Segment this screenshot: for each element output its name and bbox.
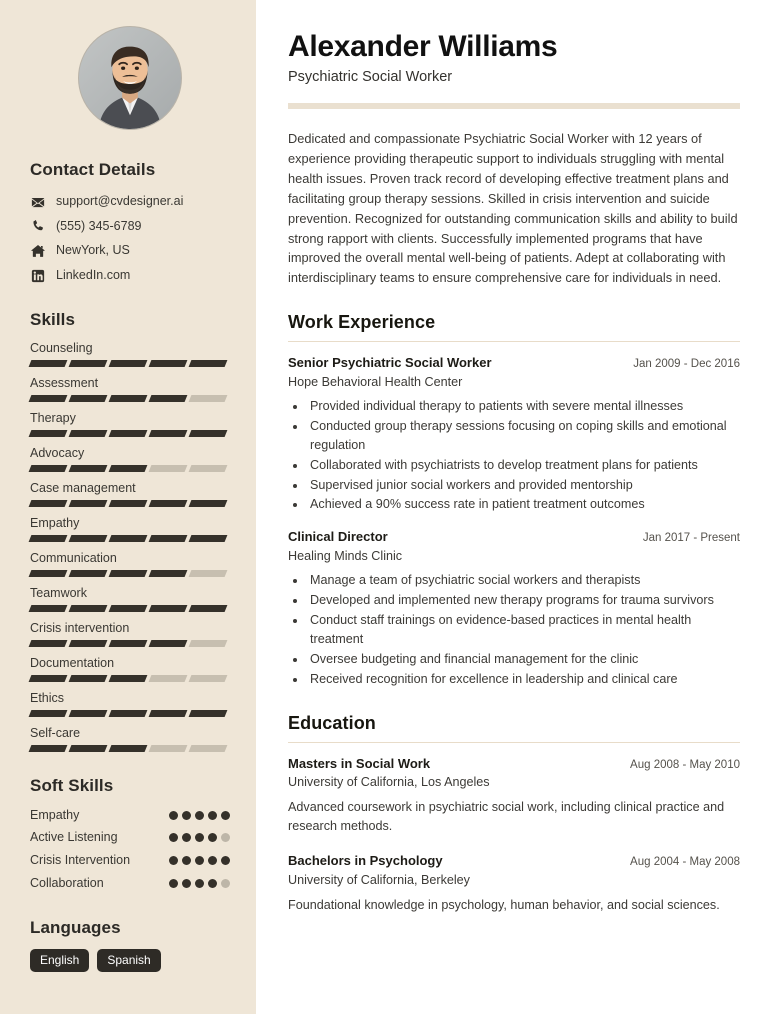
- skill-bar-segment: [109, 360, 148, 367]
- skill-label: Crisis intervention: [30, 620, 130, 635]
- skill-bar-segment: [189, 570, 228, 577]
- education-entry-school: University of California, Berkeley: [288, 873, 470, 888]
- rating-dot: [208, 879, 217, 888]
- rating-dot: [182, 856, 191, 865]
- rating-dot: [182, 833, 191, 842]
- job-title: Psychiatric Social Worker: [288, 68, 453, 85]
- skill-bar-segment: [29, 535, 68, 542]
- skill-level-bar: [30, 640, 226, 647]
- skill-bar-segment: [69, 640, 108, 647]
- education-entry-school: University of California, Los Angeles: [288, 775, 490, 790]
- skill-bar-segment: [189, 605, 228, 612]
- skill-bar-segment: [69, 745, 108, 752]
- work-entry-role: Senior Psychiatric Social Worker: [288, 355, 492, 371]
- section-divider: [288, 742, 740, 743]
- rating-dot: [169, 811, 178, 820]
- skill-label: Self-care: [30, 725, 81, 740]
- education-entry-date: Aug 2008 - May 2010: [630, 758, 740, 771]
- rating-dot: [195, 833, 204, 842]
- education-entry-header: [288, 756, 740, 773]
- education-heading: Education: [288, 712, 376, 733]
- skill-bar-segment: [189, 395, 228, 402]
- skill-bar-segment: [189, 675, 228, 682]
- skill-bar-segment: [149, 465, 188, 472]
- rating-dot: [182, 811, 191, 820]
- skill-item: [30, 376, 230, 402]
- rating-dot: [221, 833, 230, 842]
- soft-skill-label: Collaboration: [30, 876, 104, 891]
- soft-skill-item: [30, 852, 230, 869]
- rating-dot: [169, 879, 178, 888]
- rating-dot: [195, 879, 204, 888]
- professional-summary: Dedicated and compassionate Psychiatric Social Worker with 12 years of experience providing therapeutic support to individuals struggling with mental health issues. Proven track record of developing effective treatment plans and facilitating group therapy sessions. Skilled in crisis intervention and suicide prevention. Recognized for outstanding communication skills and ability to build strong rapport with clients. Successfully implemented programs that have improved the overall mental well-being of patients. Adept at collaborating with interdisciplinary teams to ensure comprehensive care for individuals in need.: [288, 131, 738, 286]
- work-entry-date: Jan 2017 - Present: [642, 532, 740, 545]
- envelope-icon: [30, 194, 45, 209]
- rating-dot: [208, 811, 217, 820]
- rating-dot: [208, 833, 217, 842]
- skill-bar-segment: [69, 465, 108, 472]
- skill-item: [30, 691, 230, 717]
- skills-heading: Skills: [30, 309, 76, 329]
- skill-bar-segment: [189, 360, 228, 367]
- bullet-item: • Conduct staff trainings on evidence-based practices in mental health treatment: [307, 611, 740, 649]
- skill-bar-segment: [109, 605, 148, 612]
- skill-bar-segment: [109, 570, 148, 577]
- skill-level-bar: [30, 395, 226, 402]
- skill-bar-segment: [109, 535, 148, 542]
- work-experience-section: [288, 312, 740, 688]
- skill-level-bar: [30, 535, 226, 542]
- skill-label: Counseling: [30, 340, 93, 355]
- bullet-item: • Developed and implemented new therapy programs for trauma survivors: [307, 591, 740, 610]
- languages-list: [30, 949, 230, 972]
- bullet-item: • Supervised junior social workers and provided mentorship: [307, 476, 740, 495]
- soft-skill-item: [30, 875, 230, 892]
- phone-icon: [30, 219, 45, 234]
- skill-item: [30, 586, 230, 612]
- skills-list: [30, 341, 230, 752]
- skill-bar-segment: [109, 395, 148, 402]
- rating-dot: [182, 879, 191, 888]
- skill-label: Ethics: [30, 690, 65, 705]
- skill-bar-segment: [149, 395, 188, 402]
- skill-level-bar: [30, 500, 226, 507]
- skill-bar-segment: [149, 500, 188, 507]
- language-tag: Spanish: [97, 949, 160, 972]
- skill-item: [30, 481, 230, 507]
- skill-item: [30, 656, 230, 682]
- bullet-item: • Provided individual therapy to patients with severe mental illnesses: [307, 397, 740, 416]
- education-entry-degree: Bachelors in Psychology: [288, 853, 443, 869]
- rating-dot: [221, 856, 230, 865]
- work-experience-heading: Work Experience: [288, 312, 436, 333]
- soft-skill-rating: [169, 807, 230, 820]
- skill-bar-segment: [149, 430, 188, 437]
- skill-item: [30, 726, 230, 752]
- rating-dot: [208, 856, 217, 865]
- skill-bar-segment: [189, 535, 228, 542]
- skill-bar-segment: [149, 535, 188, 542]
- education-entry-description: Foundational knowledge in psychology, human behavior, and social sciences.: [288, 898, 720, 913]
- bullet-item: • Collaborated with psychiatrists to develop treatment plans for patients: [307, 456, 740, 475]
- work-entry-date: Jan 2009 - Dec 2016: [633, 358, 740, 371]
- skill-label: Advocacy: [30, 445, 85, 460]
- contact-item-linkedin[interactable]: [30, 268, 230, 284]
- skill-bar-segment: [29, 675, 68, 682]
- skill-bar-segment: [109, 640, 148, 647]
- skill-bar-segment: [29, 500, 68, 507]
- skill-bar-segment: [29, 570, 68, 577]
- bullet-item: • Manage a team of psychiatric social workers and therapists: [307, 571, 740, 590]
- skill-bar-segment: [149, 605, 188, 612]
- languages-heading: Languages: [30, 918, 121, 937]
- soft-skill-label: Active Listening: [30, 830, 118, 845]
- skill-bar-segment: [109, 430, 148, 437]
- skill-bar-segment: [69, 360, 108, 367]
- education-entry-header: [288, 853, 740, 870]
- work-entry-header: [288, 355, 740, 372]
- skill-bar-segment: [189, 465, 228, 472]
- skill-bar-segment: [149, 360, 188, 367]
- skill-level-bar: [30, 360, 226, 367]
- skill-bar-segment: [29, 605, 68, 612]
- soft-skill-label: Empathy: [30, 807, 80, 822]
- avatar-photo: [79, 27, 181, 129]
- skill-bar-segment: [29, 430, 68, 437]
- soft-skills-list: [30, 807, 230, 893]
- contact-details-heading: Contact Details: [30, 160, 156, 179]
- skill-item: [30, 621, 230, 647]
- skill-label: Therapy: [30, 410, 76, 425]
- language-tag: English: [30, 949, 89, 972]
- work-entry-organization: Healing Minds Clinic: [288, 549, 403, 564]
- skill-level-bar: [30, 465, 226, 472]
- skill-bar-segment: [149, 570, 188, 577]
- skill-bar-segment: [109, 675, 148, 682]
- skill-item: [30, 341, 230, 367]
- bullet-item: • Oversee budgeting and financial management for the clinic: [307, 650, 740, 669]
- work-entry-bullets: [288, 571, 740, 688]
- skill-bar-segment: [29, 395, 68, 402]
- education-entry-degree: Masters in Social Work: [288, 755, 431, 771]
- rating-dot: [195, 811, 204, 820]
- skill-bar-segment: [69, 605, 108, 612]
- skill-level-bar: [30, 710, 226, 717]
- page-title: Alexander Williams: [288, 30, 558, 63]
- skill-bar-segment: [109, 465, 148, 472]
- skill-bar-segment: [69, 430, 108, 437]
- section-divider: [288, 341, 740, 342]
- education-entries: [288, 756, 740, 915]
- skill-level-bar: [30, 570, 226, 577]
- skill-bar-segment: [189, 745, 228, 752]
- work-entry: [288, 355, 740, 514]
- skill-bar-segment: [69, 535, 108, 542]
- skill-bar-segment: [149, 640, 188, 647]
- education-entry-date: Aug 2004 - May 2008: [630, 856, 740, 869]
- education-entry: [288, 853, 740, 915]
- soft-skill-rating: [169, 829, 230, 842]
- contact-list: [30, 194, 230, 284]
- soft-skill-item: [30, 829, 230, 846]
- contact-linkedin-text: LinkedIn.com: [56, 267, 131, 282]
- skill-bar-segment: [149, 745, 188, 752]
- skill-level-bar: [30, 430, 226, 437]
- avatar-container: [30, 26, 230, 130]
- skill-bar-segment: [29, 710, 68, 717]
- contact-location-text: NewYork, US: [56, 243, 130, 258]
- skill-bar-segment: [29, 745, 68, 752]
- skill-label: Empathy: [30, 515, 80, 530]
- skill-bar-segment: [109, 710, 148, 717]
- skill-bar-segment: [189, 430, 228, 437]
- contact-phone-text: (555) 345-6789: [56, 218, 142, 233]
- rating-dot: [195, 856, 204, 865]
- skill-bar-segment: [29, 465, 68, 472]
- skill-bar-segment: [69, 395, 108, 402]
- rating-dot: [169, 856, 178, 865]
- work-entry-role: Clinical Director: [288, 529, 388, 545]
- skill-item: [30, 411, 230, 437]
- bullet-item: • Conducted group therapy sessions focusing on coping skills and emotional regulation: [307, 417, 740, 455]
- bullet-item: • Received recognition for excellence in leadership and clinical care: [307, 670, 740, 689]
- rating-dot: [221, 811, 230, 820]
- skill-item: [30, 551, 230, 577]
- main-content: [256, 0, 768, 1014]
- skill-bar-segment: [189, 640, 228, 647]
- work-entry-bullets: [288, 397, 740, 514]
- work-entry: [288, 529, 740, 688]
- education-section: [288, 713, 740, 915]
- sidebar: [0, 0, 256, 1014]
- work-entry-header: [288, 529, 740, 546]
- soft-skill-label: Crisis Intervention: [30, 853, 131, 868]
- contact-item-email[interactable]: [30, 194, 230, 210]
- soft-skill-rating: [169, 875, 230, 888]
- skill-bar-segment: [29, 640, 68, 647]
- skill-bar-segment: [149, 675, 188, 682]
- skill-bar-segment: [149, 710, 188, 717]
- skill-label: Documentation: [30, 655, 115, 670]
- contact-email-text: support@cvdesigner.ai: [56, 194, 184, 208]
- skill-bar-segment: [109, 745, 148, 752]
- skill-bar-segment: [109, 500, 148, 507]
- education-entry-description: Advanced coursework in psychiatric social work, including clinical practice and research methods.: [288, 800, 725, 834]
- skill-item: [30, 516, 230, 542]
- skill-level-bar: [30, 675, 226, 682]
- linkedin-icon: [30, 268, 45, 283]
- skill-bar-segment: [29, 360, 68, 367]
- skill-level-bar: [30, 605, 226, 612]
- skill-label: Communication: [30, 550, 117, 565]
- skill-bar-segment: [69, 570, 108, 577]
- header-divider: [288, 103, 740, 109]
- bullet-item: • Achieved a 90% success rate in patient treatment outcomes: [307, 495, 740, 514]
- soft-skill-item: [30, 807, 230, 824]
- skill-level-bar: [30, 745, 226, 752]
- education-entry: [288, 756, 740, 837]
- work-entry-organization: Hope Behavioral Health Center: [288, 374, 463, 389]
- home-icon: [30, 244, 45, 259]
- skill-label: Teamwork: [30, 585, 87, 600]
- skill-bar-segment: [189, 710, 228, 717]
- soft-skill-rating: [169, 852, 230, 865]
- skill-label: Assessment: [30, 375, 99, 390]
- skill-item: [30, 446, 230, 472]
- skill-bar-segment: [189, 500, 228, 507]
- contact-item-location[interactable]: [30, 243, 230, 259]
- soft-skills-heading: Soft Skills: [30, 775, 114, 795]
- rating-dot: [221, 879, 230, 888]
- rating-dot: [169, 833, 178, 842]
- skill-bar-segment: [69, 675, 108, 682]
- work-experience-entries: [288, 355, 740, 688]
- contact-item-phone[interactable]: [30, 219, 230, 235]
- skill-label: Case management: [30, 480, 136, 495]
- avatar: [78, 26, 182, 130]
- skill-bar-segment: [69, 710, 108, 717]
- skill-bar-segment: [69, 500, 108, 507]
